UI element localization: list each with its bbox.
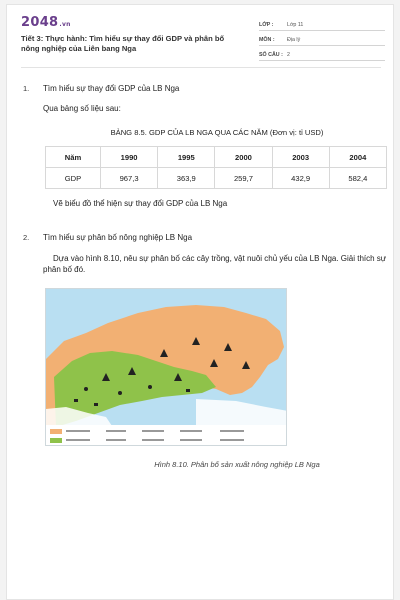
meta-row-class bbox=[259, 17, 385, 31]
question-2-number: 2. bbox=[23, 233, 30, 242]
meta-value: 2 bbox=[287, 52, 290, 58]
table-header-cell: 2003 bbox=[272, 147, 329, 168]
logo-main: 2048 bbox=[21, 15, 59, 30]
table-caption: BẢNG 8.5. GDP CỦA LB NGA QUA CÁC NĂM (Đơn vị: tỉ USD) bbox=[110, 128, 324, 137]
gdp-table bbox=[45, 146, 387, 189]
header-divider bbox=[21, 67, 381, 68]
agriculture-map bbox=[45, 288, 287, 446]
document-header bbox=[7, 5, 395, 63]
table-header-cell: 1995 bbox=[158, 147, 215, 168]
table-row bbox=[46, 168, 387, 189]
question-1-intro: Qua bảng số liệu sau: bbox=[43, 104, 121, 113]
question-1-text: Tìm hiểu sự thay đổi GDP của LB Nga bbox=[43, 84, 180, 93]
question-2-text: Tìm hiểu sự phân bố nông nghiệp LB Nga bbox=[43, 233, 193, 242]
crop-symbol bbox=[74, 399, 78, 402]
livestock-symbol bbox=[118, 391, 122, 395]
document-page bbox=[6, 4, 394, 600]
meta-label: MÔN : bbox=[259, 37, 275, 43]
figure-caption: Hình 8.10. Phân bố sản xuất nông nghiệp LB Nga bbox=[154, 460, 320, 469]
site-logo[interactable] bbox=[21, 15, 71, 30]
meta-label: SỐ CÂU : bbox=[259, 52, 283, 58]
map-illustration bbox=[46, 289, 287, 446]
question-1-number: 1. bbox=[23, 84, 30, 93]
question-1-task: Vẽ biểu đồ thể hiện sự thay đổi GDP của LB Nga bbox=[53, 199, 228, 208]
meta-row-question-count bbox=[259, 47, 385, 61]
crop-symbol bbox=[94, 403, 98, 406]
table-header-cell: 1990 bbox=[101, 147, 158, 168]
meta-value: Lớp 11 bbox=[287, 22, 304, 28]
table-cell: 363,9 bbox=[158, 168, 215, 189]
crop-symbol bbox=[186, 389, 190, 392]
lesson-meta bbox=[259, 17, 385, 62]
table-cell: 432,9 bbox=[272, 168, 329, 189]
livestock-symbol bbox=[148, 385, 152, 389]
table-header-cell: Năm bbox=[46, 147, 101, 168]
table-cell: 967,3 bbox=[101, 168, 158, 189]
map-legend bbox=[46, 425, 287, 446]
meta-value: Địa lý bbox=[287, 37, 301, 43]
table-header-row bbox=[46, 147, 387, 168]
meta-row-subject bbox=[259, 32, 385, 46]
table-cell: 259,7 bbox=[215, 168, 272, 189]
legend-swatch-forest bbox=[50, 438, 62, 443]
table-header-cell: 2000 bbox=[215, 147, 272, 168]
table-cell: GDP bbox=[46, 168, 101, 189]
question-2-task: Dựa vào hình 8.10, nêu sự phân bố các cây trồng, vật nuôi chủ yếu của LB Nga. Giải thích sự phân bố đó. bbox=[43, 254, 387, 274]
table-cell: 582,4 bbox=[329, 168, 386, 189]
logo-sub: .vn bbox=[59, 21, 71, 28]
table-header-cell: 2004 bbox=[329, 147, 386, 168]
meta-label: LỚP : bbox=[259, 22, 274, 28]
legend-swatch-tundra bbox=[50, 429, 62, 434]
lesson-title: Tiết 3: Thực hành: Tìm hiểu sự thay đổi GDP và phân bố nông nghiệp của Liên bang Nga bbox=[21, 34, 225, 53]
livestock-symbol bbox=[84, 387, 88, 391]
